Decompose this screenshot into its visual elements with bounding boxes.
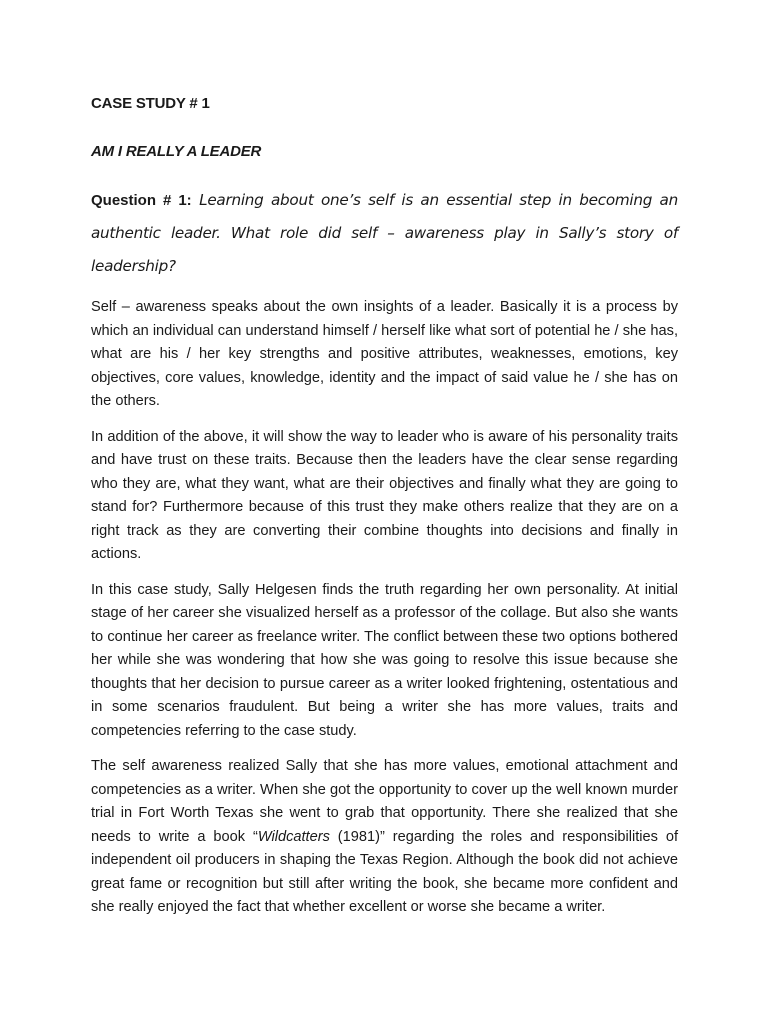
question-label: Question # 1: [91, 192, 192, 209]
paragraph-text-before-book-title: The self awareness realized Sally that she has more values, emotional attachment and competencies as a writer. When she got the opportunity to cover up the well known murder trial in Fort Worth Texas she went to grab that opportunity. There she realized that she needs to write a book “ [91, 758, 678, 845]
case-study-title: CASE STUDY # 1 [91, 95, 210, 112]
paragraph-sally-helgesen: In this case study, Sally Helgesen finds the truth regarding her own personality. At initial stage of her career she visualized herself as a professor of the collage. But also she wants to continue her career as freelance writer. The conflict between these two options bothered her while she was wondering that how she was going to resolve this issue because she thoughts that her decision to pursue career as a writer looked frightening, ostentatious and in some scenarios fraudulent. But being a writer she has more values, traits and competencies referring to the case study. [91, 581, 678, 739]
paragraph-self-awareness: Self – awareness speaks about the own insights of a leader. Basically it is a process by which an individual can understand himself / herself like what sort of potential he / she has, what are his / her key strengths and positive attributes, weaknesses, emotions, key objectives, core values, knowledge, identity and the impact of said value he / she has on the others. [91, 299, 678, 409]
paragraph-writer-competencies [91, 755, 678, 920]
case-study-subtitle: AM I REALLY A LEADER [91, 143, 262, 160]
document-body [91, 94, 678, 932]
question-block [91, 184, 678, 283]
question-text: Learning about one’s self is an essential step in becoming an authentic leader. What role did self – awareness play in Sally’s story of leadership? [91, 191, 678, 275]
paragraph-personality-traits: In addition of the above, it will show the way to leader who is aware of his personality traits and have trust on these traits. Because then the leaders have the clear sense regarding who they are, what they want, what are their objectives and finally what they are going to stand for? Furthermore because of this trust they make others realize that they are on a right track as they are converting their combine thoughts into decisions and finally in actions. [91, 428, 678, 562]
book-title: Wildcatters [257, 828, 330, 845]
paragraph-text-after-book-title: (1981)” regarding the roles and responsibilities of independent oil producers in shaping the Texas Region. Although the book did not achieve great fame or recognition but still after writing the book, she became more confident and she really enjoyed the fact that whether excellent or worse she became a writer. [91, 828, 679, 915]
